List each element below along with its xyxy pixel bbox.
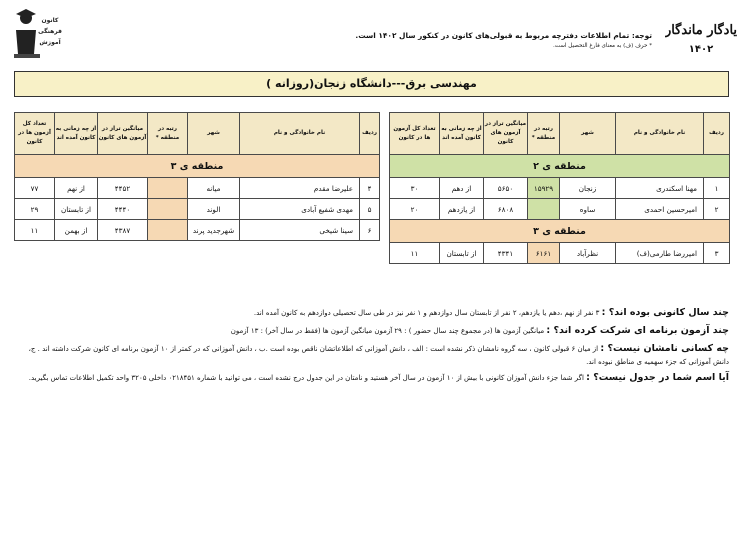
page-title-bar [14, 71, 729, 97]
results-table-left [14, 112, 380, 241]
paragraph-answer: میانگین آزمون ها (در مجموع چند سال حضور ) : ۲۹ آزمون میانگین آزمون ها (فقط در سال آخر) : ۱۳ آزمون [230, 327, 545, 335]
svg-text:آموزش: آموزش [39, 39, 61, 46]
table-row: ۵ مهدی شفیع آبادی الوند ۴۴۴۰ از تابستان ۲۹ [15, 199, 380, 220]
paragraph-question: آیا اسم شما در جدول نیست؟ : [586, 372, 729, 383]
col-header: تعداد کل آزمون ها در کانون [390, 113, 440, 155]
region-row [15, 155, 380, 178]
explanation-section [14, 306, 729, 385]
svg-text:فرهنگی: فرهنگی [38, 28, 62, 35]
region-label: منطقه ی ۲ [390, 155, 730, 178]
col-header: از چه زمانی به کانون آمده اند [440, 113, 484, 155]
col-header: رتبه در منطقه * [148, 113, 188, 155]
col-header: شهر [560, 113, 616, 155]
paragraph-answer: ۳ نفر از نهم ،دهم یا یازدهم، ۲ نفر از تابستان سال دوازدهم و ۱ نفر نیز در طی سال تحصیلی دوازدهم به کانون آمده اند. [253, 309, 600, 317]
paragraph [14, 306, 729, 320]
region-label: منطقه ی ۳ [390, 220, 730, 243]
col-header: نام خانوادگی و نام [616, 113, 704, 155]
table-header-row [390, 113, 730, 155]
paragraph-question: چند سال کانونی بوده اند؟ : [601, 307, 729, 318]
table-row: ۶ سینا شیخی شهرجدید پرند ۴۳۸۷ از بهمن ۱۱ [15, 220, 380, 241]
paragraph-answer: از میان ۶ قبولی کانون ، سه گروه نامشان ذکر نشده است : الف ، دانش آموزانی که اطلاعاتشان ناقص بوده است .ب ، دانش آموزانی که در کمتر از ۱۰ آزمون برنامه ای کانون شرکت داشته اند . ج، دانش آموزانی که جزء سهمیه ی مناطق نبوده اند. [28, 345, 729, 366]
col-header: میانگین تراز در آزمون های کانون [98, 113, 148, 155]
graduate-body-icon [16, 30, 36, 54]
col-header: ردیف [704, 113, 730, 155]
table-row: ۳ امیررضا طارمی(ف) نظرآباد ۶۱۶۱ ۴۳۴۱ از تابستان ۱۱ [390, 243, 730, 264]
col-header: ردیف [360, 113, 380, 155]
header-notice [212, 31, 652, 51]
table-header-row [15, 113, 380, 155]
table-row: ۱ مهنا اسکندری زنجان ۱۵۹۲۹ ۵۶۵۰ از دهم ۳۰ [390, 178, 730, 199]
region-row [390, 220, 730, 243]
col-header: تعداد کل آزمون ها در کانون [15, 113, 55, 155]
col-header: شهر [188, 113, 240, 155]
results-table-right [389, 112, 730, 264]
paragraph-question: چه کسانی نامشان نیست؟ : [600, 343, 729, 354]
paragraph [14, 371, 729, 385]
paragraph [14, 342, 729, 369]
page-title: مهندسی برق---دانشگاه زنجان(روزانه ) [266, 77, 477, 90]
graduation-cap-icon [16, 9, 36, 18]
col-header: رتبه در منطقه * [528, 113, 560, 155]
table-row: ۴ علیرضا مقدم میانه ۴۴۵۲ از نهم ۷۷ [15, 178, 380, 199]
svg-text:کانون: کانون [41, 17, 59, 24]
paragraph [14, 324, 729, 338]
brand-logo-text: یادگار ماندگار [665, 23, 737, 38]
notice-text: توجه: تمام اطلاعات دفترچه مربوط به قبولی‌های کانون در کنکور سال ۱۴۰۲ است. [355, 31, 652, 40]
region-row [390, 155, 730, 178]
paragraph-question: چند آزمون برنامه ای شرکت کرده اند؟ : [546, 325, 729, 336]
col-header: میانگین تراز در آزمون های کانون [484, 113, 528, 155]
paragraph-answer: اگر شما جزء دانش آموزان کانونی با بیش از ۱۰ آزمون در سال آخر هستید و نامتان در این جدول درج نشده است ، می توانید با شماره ۰۲۱۸۴۵۱ داخلی ۳۲۰۵ واحد تکمیل اطلاعات تماس بگیرید. [28, 374, 584, 382]
brand-logo-year: ۱۴۰۲ [688, 44, 714, 55]
region-label: منطقه ی ۳ [15, 155, 380, 178]
brand-logo-right [665, 8, 737, 58]
footnote-text: * حرف (ف) به معنای فارغ التحصیل است. [552, 43, 652, 49]
organization-logo [10, 6, 64, 60]
col-header: نام خانوادگی و نام [240, 113, 360, 155]
table-row: ۲ امیرحسین احمدی ساوه ۶۸۰۸ از یازدهم ۲۰ [390, 199, 730, 220]
col-header: از چه زمانی به کانون آمده اند [55, 113, 98, 155]
